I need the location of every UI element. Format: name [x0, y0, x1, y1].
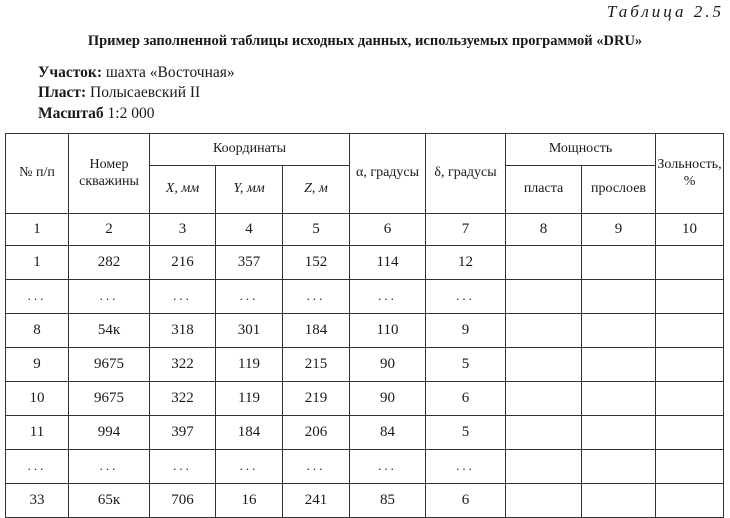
- table-cell: 5: [426, 348, 506, 382]
- table-cell: [506, 280, 582, 314]
- header-delta: δ, градусы: [426, 134, 506, 214]
- table-cell: [656, 246, 724, 280]
- table-cell: 65к: [69, 484, 150, 518]
- header-y: Y, мм: [216, 166, 283, 214]
- table-row: [6, 246, 724, 280]
- header-borehole: Номер скважины: [69, 134, 150, 214]
- table-cell: 322: [150, 382, 216, 416]
- scale-value: 1:2 000: [107, 105, 155, 122]
- table-cell: 282: [69, 246, 150, 280]
- table-cell: [656, 314, 724, 348]
- table-cell: [656, 450, 724, 484]
- header-seam-thickness: пласта: [506, 166, 582, 214]
- header-ash: Зольность, %: [656, 134, 724, 214]
- table-cell: 318: [150, 314, 216, 348]
- table-cell: [506, 450, 582, 484]
- table-cell: 84: [350, 416, 426, 450]
- table-cell: 206: [283, 416, 350, 450]
- table-cell: [506, 246, 582, 280]
- site-label: Участок:: [38, 64, 102, 81]
- col-number: 5: [283, 214, 350, 246]
- table-label: Таблица 2.5: [606, 2, 724, 21]
- table-cell: [582, 450, 656, 484]
- header-alpha: α, градусы: [350, 134, 426, 214]
- table-cell: [656, 280, 724, 314]
- table-cell: [582, 280, 656, 314]
- site-line: [38, 64, 235, 82]
- table-cell: 33: [6, 484, 69, 518]
- table-cell: [582, 246, 656, 280]
- table-cell: 110: [350, 314, 426, 348]
- scale-line: [38, 105, 154, 123]
- table-cell: 184: [283, 314, 350, 348]
- table-cell: 301: [216, 314, 283, 348]
- table-cell: 9675: [69, 382, 150, 416]
- table-cell: ...: [69, 280, 150, 314]
- site-value: шахта «Восточная»: [105, 64, 235, 81]
- table-cell: ...: [150, 450, 216, 484]
- header-z: Z, м: [283, 166, 350, 214]
- table-cell: 215: [283, 348, 350, 382]
- table-cell: [506, 416, 582, 450]
- table-cell: 706: [150, 484, 216, 518]
- seam-value: Полысаевский II: [90, 84, 201, 101]
- table-cell: [506, 314, 582, 348]
- header-x: X, мм: [150, 166, 216, 214]
- table-cell: 1: [6, 246, 69, 280]
- table-cell: 12: [426, 246, 506, 280]
- table-cell: [656, 416, 724, 450]
- source-data-table: [5, 133, 724, 518]
- table-cell: 357: [216, 246, 283, 280]
- table-cell: [656, 382, 724, 416]
- seam-label: Пласт:: [38, 84, 87, 101]
- table-cell: 219: [283, 382, 350, 416]
- table-cell: 90: [350, 382, 426, 416]
- table-cell: [656, 348, 724, 382]
- table-cell: 119: [216, 382, 283, 416]
- table-row: [6, 450, 724, 484]
- table-cell: 6: [426, 484, 506, 518]
- table-cell: 9675: [69, 348, 150, 382]
- table-cell: 10: [6, 382, 69, 416]
- col-number: 6: [350, 214, 426, 246]
- table-cell: ...: [283, 450, 350, 484]
- table-row: [6, 382, 724, 416]
- table-cell: ...: [216, 450, 283, 484]
- col-number: 4: [216, 214, 283, 246]
- col-number: 2: [69, 214, 150, 246]
- table-cell: ...: [216, 280, 283, 314]
- table-row: [6, 416, 724, 450]
- table-cell: 5: [426, 416, 506, 450]
- col-number: 3: [150, 214, 216, 246]
- header-interlayer-thickness: прослоев: [582, 166, 656, 214]
- table-cell: [506, 348, 582, 382]
- table-cell: [582, 382, 656, 416]
- table-cell: 6: [426, 382, 506, 416]
- table-cell: ...: [426, 450, 506, 484]
- table-cell: ...: [350, 280, 426, 314]
- column-number-row: [6, 214, 724, 246]
- table-cell: [506, 382, 582, 416]
- table-cell: 8: [6, 314, 69, 348]
- table-cell: 9: [426, 314, 506, 348]
- table-cell: 241: [283, 484, 350, 518]
- table-cell: [582, 314, 656, 348]
- header-coordinates: Координаты: [150, 134, 350, 166]
- table-cell: 119: [216, 348, 283, 382]
- table-cell: 114: [350, 246, 426, 280]
- col-number: 8: [506, 214, 582, 246]
- table-cell: ...: [350, 450, 426, 484]
- table-cell: ...: [69, 450, 150, 484]
- table-cell: [582, 484, 656, 518]
- data-rows: [6, 246, 724, 518]
- table-cell: ...: [150, 280, 216, 314]
- table-row: [6, 348, 724, 382]
- col-number: 7: [426, 214, 506, 246]
- table-row: [6, 484, 724, 518]
- col-number: 10: [656, 214, 724, 246]
- table-row: [6, 314, 724, 348]
- table-cell: 11: [6, 416, 69, 450]
- table-row: [6, 280, 724, 314]
- table-cell: [582, 416, 656, 450]
- table-cell: ...: [6, 280, 69, 314]
- seam-line: [38, 84, 200, 102]
- table-cell: 9: [6, 348, 69, 382]
- header-num: № п/п: [6, 134, 69, 214]
- table-cell: [506, 484, 582, 518]
- table-cell: [582, 348, 656, 382]
- table-cell: ...: [426, 280, 506, 314]
- table-cell: 994: [69, 416, 150, 450]
- table-cell: ...: [283, 280, 350, 314]
- scale-label: Масштаб: [38, 105, 104, 122]
- table-cell: 322: [150, 348, 216, 382]
- table-cell: 90: [350, 348, 426, 382]
- table-cell: 54к: [69, 314, 150, 348]
- col-number: 9: [582, 214, 656, 246]
- header-thickness: Мощность: [506, 134, 656, 166]
- table-cell: 16: [216, 484, 283, 518]
- table-caption: Пример заполненной таблицы исходных данных, используемых программой «DRU»: [87, 33, 643, 49]
- table-cell: ...: [6, 450, 69, 484]
- table-cell: [656, 484, 724, 518]
- table-cell: 397: [150, 416, 216, 450]
- table-cell: 184: [216, 416, 283, 450]
- table-cell: 152: [283, 246, 350, 280]
- table-cell: 85: [350, 484, 426, 518]
- table-cell: 216: [150, 246, 216, 280]
- col-number: 1: [6, 214, 69, 246]
